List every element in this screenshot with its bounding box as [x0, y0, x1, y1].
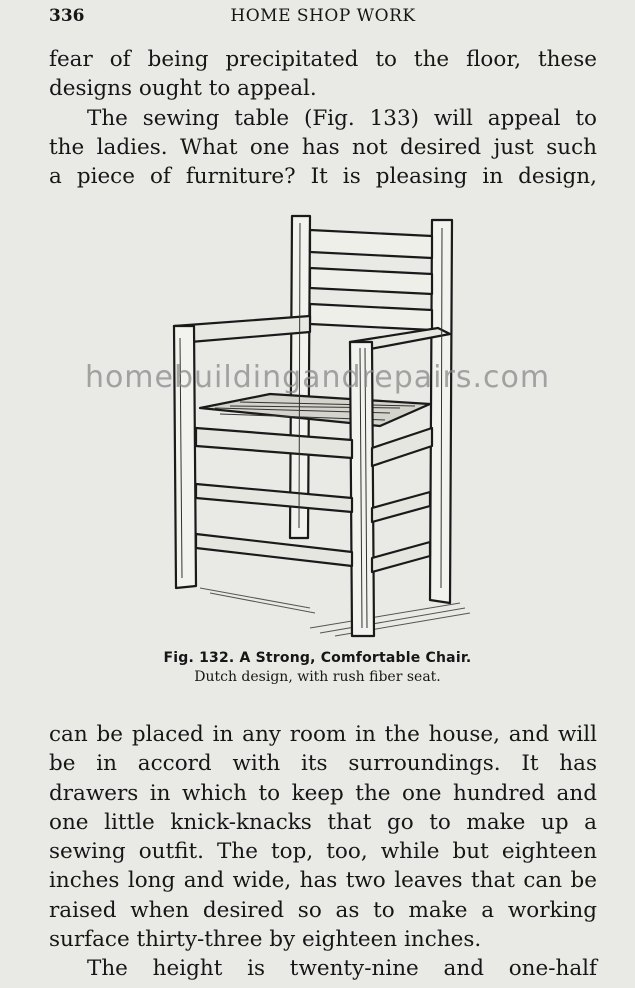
text-line: fear of being precipitated to the floor, these — [49, 47, 597, 72]
running-head: HOME SHOP WORK — [230, 6, 416, 26]
chair-illustration — [160, 208, 490, 638]
paragraph-bottom — [49, 720, 597, 984]
text-line: raised when desired so as to make a working — [49, 897, 597, 923]
figure-caption-subtitle: Dutch design, with rush fiber seat. — [194, 669, 441, 685]
text-line: one little knick-knacks that go to make up a — [49, 809, 597, 835]
text-line: sewing outfit. The top, too, while but eighteen — [49, 839, 597, 865]
page-header — [49, 6, 597, 30]
watermark: homebuildingandrepairs.com — [84, 360, 551, 395]
text-line: surface thirty-three by eighteen inches. — [49, 927, 482, 953]
text-line: a piece of furniture? It is pleasing in design, — [49, 164, 597, 190]
figure-caption-title: Fig. 132. A Strong, Comfortable Chair. — [163, 650, 472, 666]
text-line: can be placed in any room in the house, and will — [49, 722, 597, 747]
text-line: drawers in which to keep the one hundred and — [49, 780, 597, 806]
text-line: The sewing table (Fig. 133) will appeal to — [87, 105, 597, 131]
text-line: the ladies. What one has not desired just such — [49, 134, 597, 160]
text-line: designs ought to appeal. — [49, 76, 317, 102]
text-line: be in accord with its surroundings. It has — [49, 751, 597, 777]
text-line: inches long and wide, has two leaves that can be — [49, 868, 597, 894]
text-line: The height is twenty-nine and one-half — [87, 956, 597, 982]
page-number: 336 — [49, 6, 85, 26]
paragraph-top — [49, 45, 597, 191]
